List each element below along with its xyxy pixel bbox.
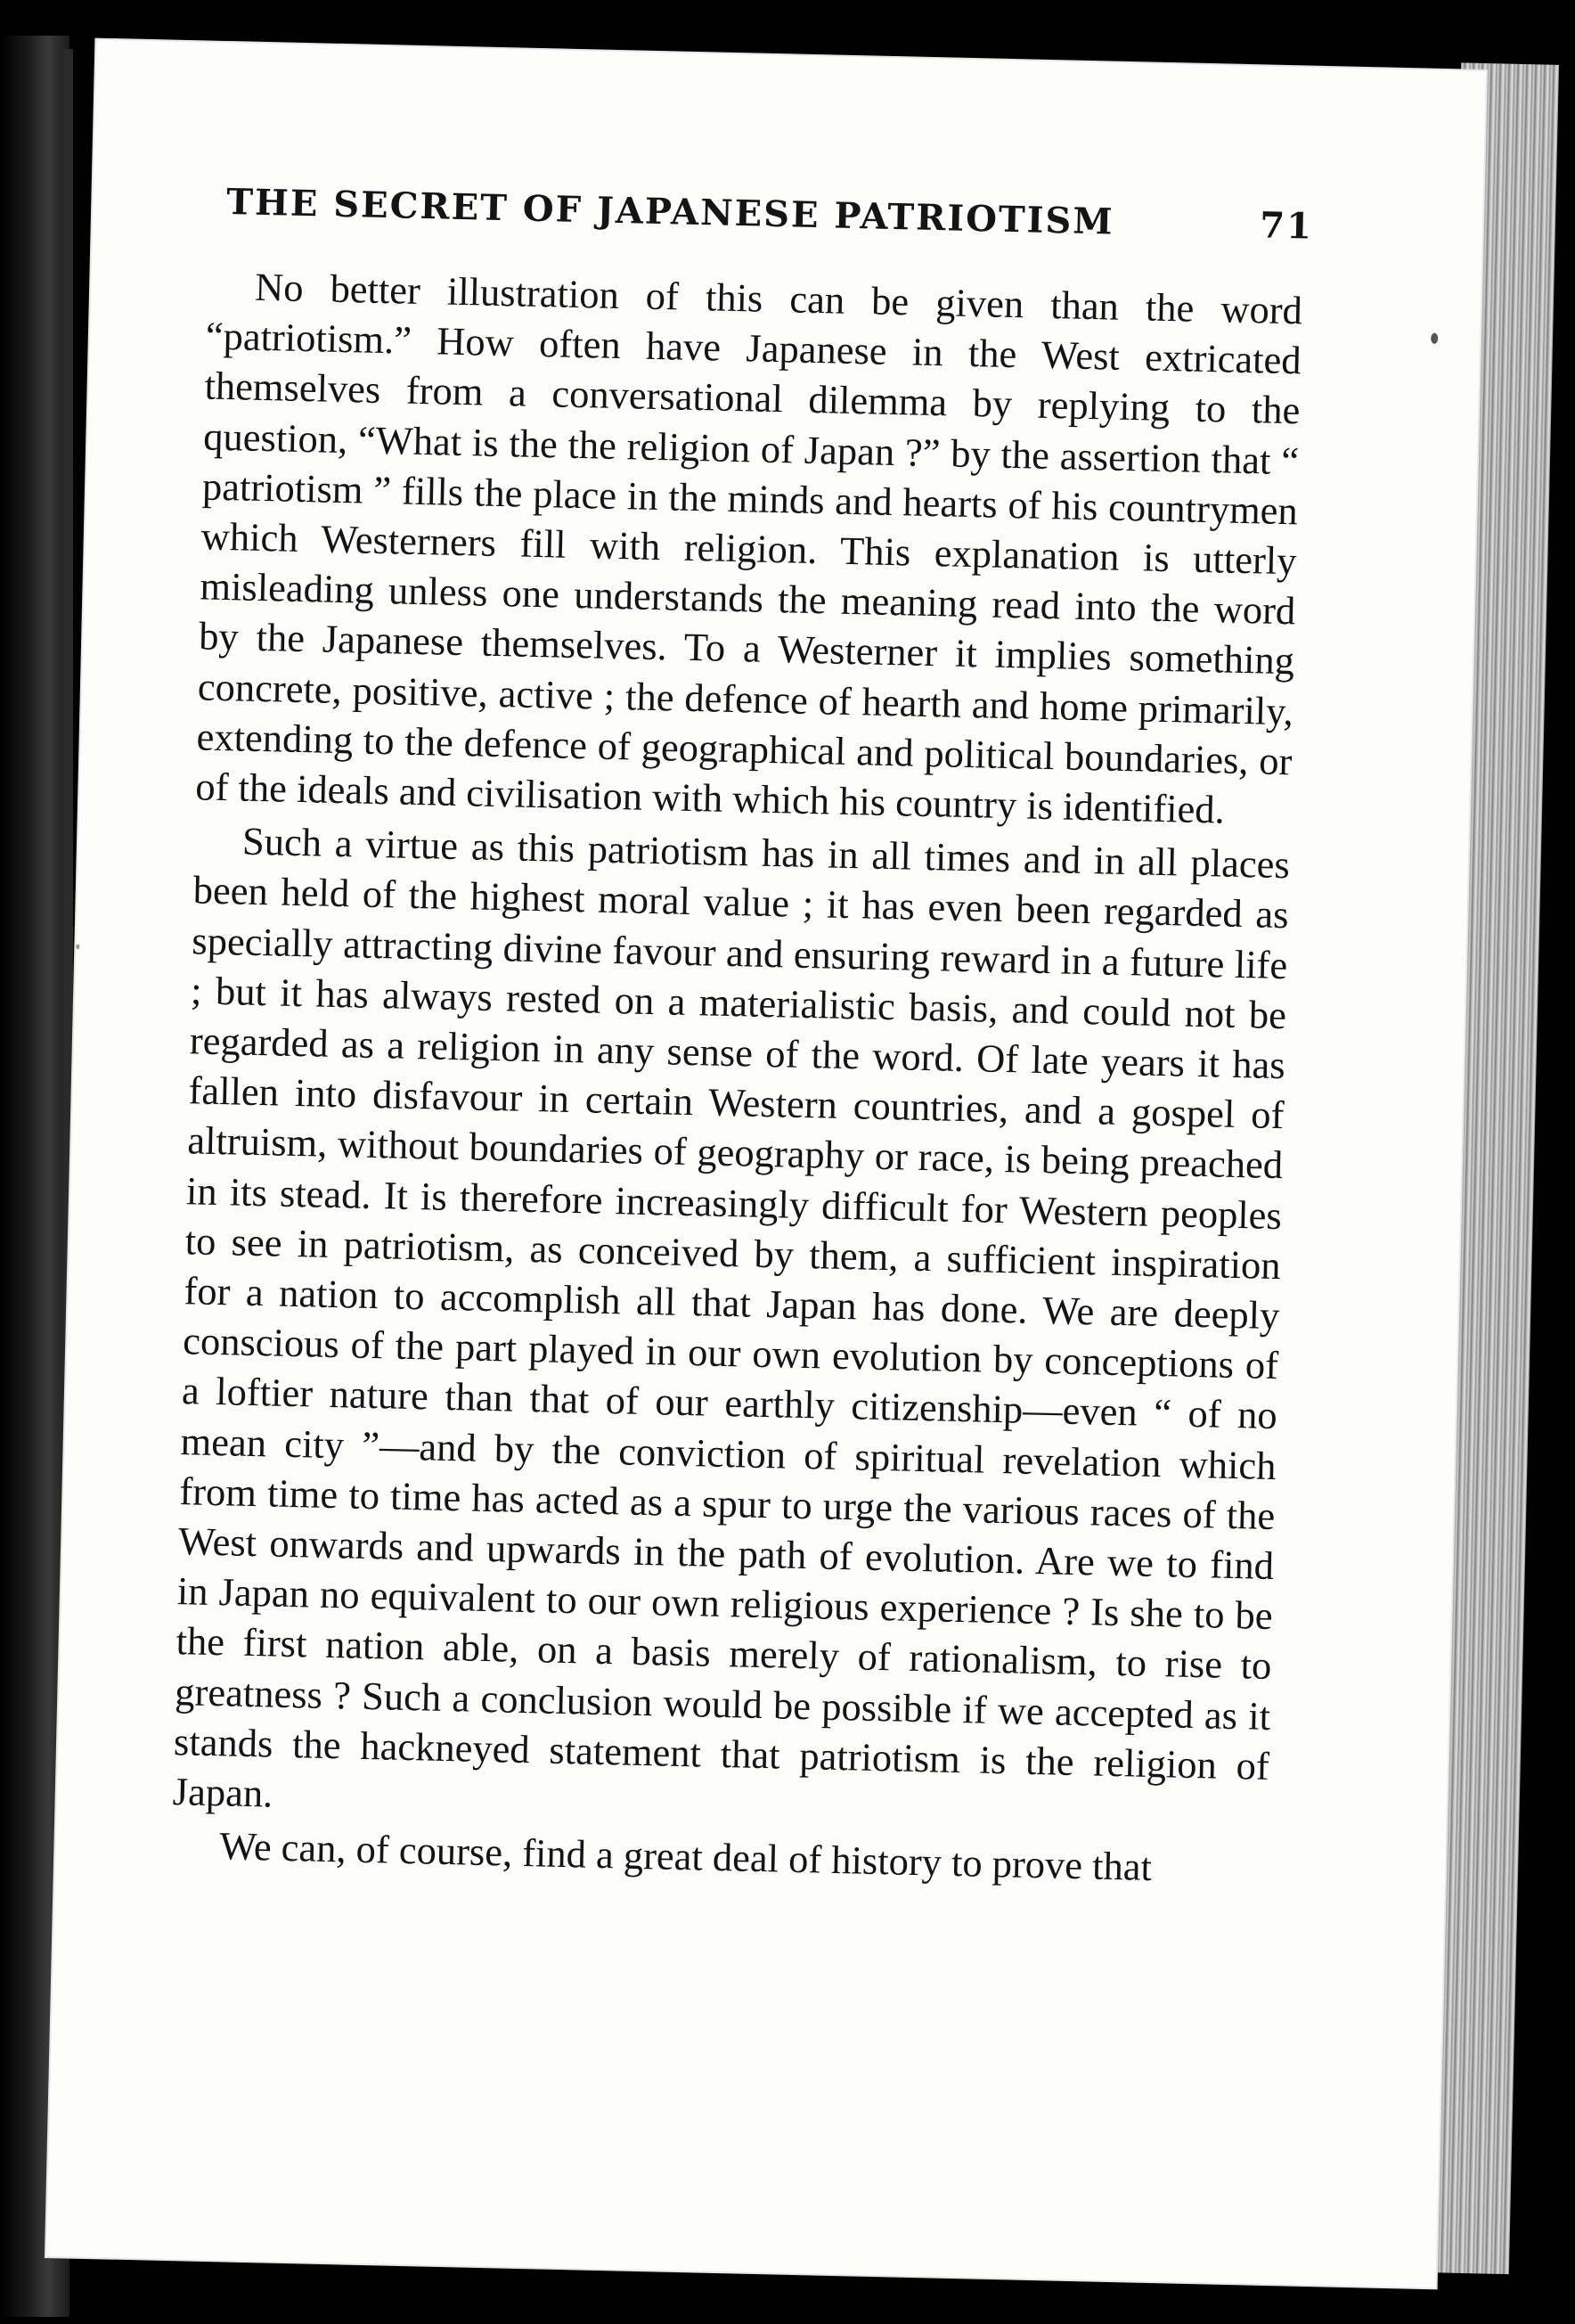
paragraph-3: We can, of course, find a great deal of history to prove that bbox=[218, 1823, 1153, 1890]
paragraph-2: Such a virtue as this patriotism has in all times and in all places been held of the highest moral value ; it has even been regarded as specially attracting divine favour and ensuring reward in a future life ; but it has always rested on a materialistic basis, and could not be regarded as a religion in any sense of the word. Of late years it has fallen into disfavour in certain Western countries, and a gospel of altruism, without boundaries of geography or race, is being preached in its stead. It is therefore increasingly difficult for Western peoples to see in patriotism, as conceived by them, a sufficient inspiration for a nation to accomplish all that Japan has done. We are deeply conscious of the part played in our own evolution by conceptions of a loftier nature than that of our earthly citizenship—even “ of no mean city ”—and by the conviction of spiritual revelation which from time to time has acted as a spur to urge the various races of the West onwards and upwards in the path of evolution. Are we to find in Japan no equivalent to our own religious experience ? Is she to be the first nation able, on a basis merely of rationalism, to rise to greatness ? Such a conclusion would be possible if we accepted as it stands the hackneyed statement that patriotism is the religion of Japan. bbox=[172, 818, 1291, 1816]
paragraph-1: No better illustration of this can be given than the word “patriotism.” How often have Japanese in the West extricated themselves from a conversational dilemma by replying to the question, “What is the the religion of Japan ?” by the assertion that “ patriotism ” fills the place in the minds and hearts of his countrymen which Westerners fill with religion. This explanation is utterly misleading unless one understands the meaning read into the word by the Japanese themselves. To a Westerner it implies something concrete, positive, active ; the defence of hearth and home primarily, extending to the defence of geographical and political boundaries, or of the ideals and civilisation with which his country is identified. bbox=[194, 264, 1303, 832]
page-number: 71 bbox=[1259, 204, 1314, 248]
paper-speck bbox=[1431, 333, 1438, 344]
page-sheet bbox=[46, 40, 1486, 2288]
running-header bbox=[225, 181, 1314, 277]
body-text bbox=[171, 261, 1303, 1895]
running-title: THE SECRET OF JAPANESE PATRIOTISM bbox=[225, 180, 1115, 243]
paper-speck bbox=[76, 944, 79, 949]
